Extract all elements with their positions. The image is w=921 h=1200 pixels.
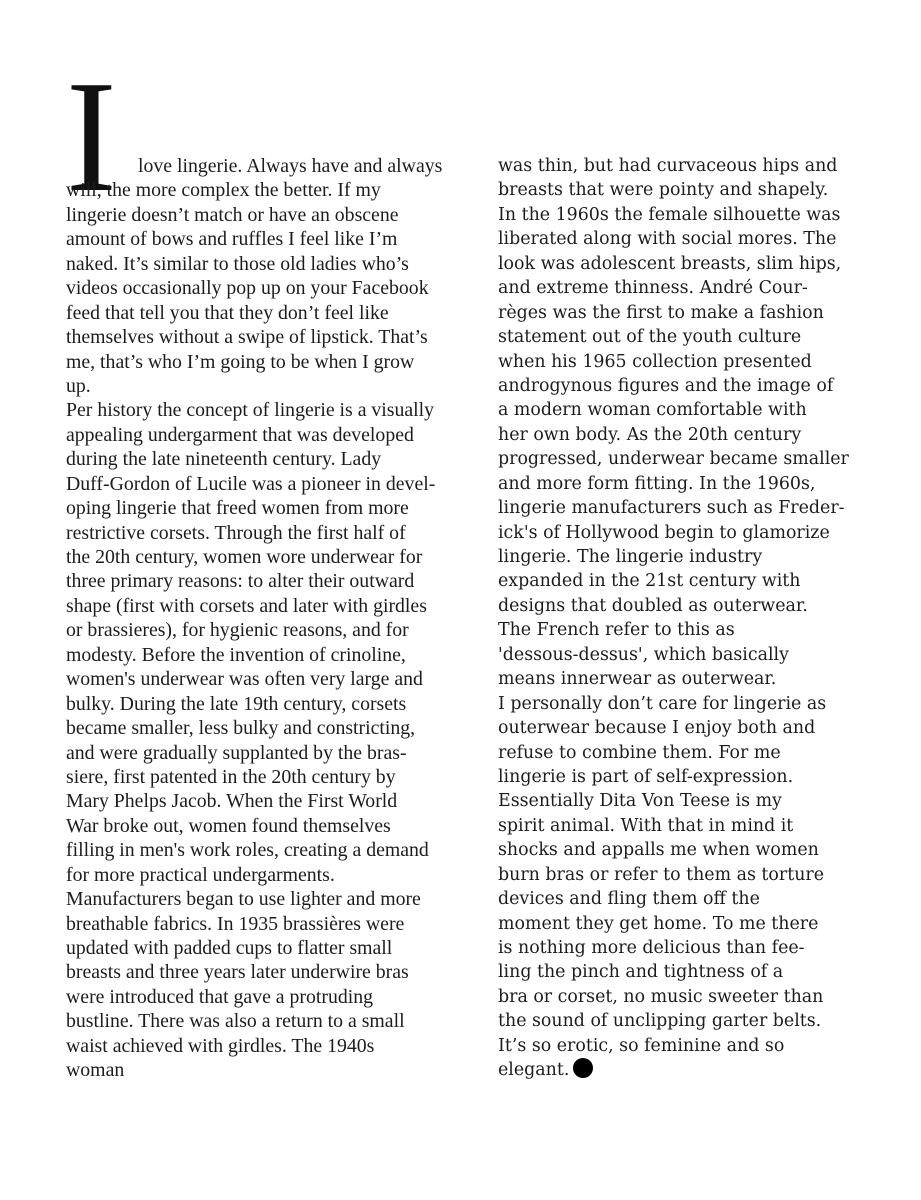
text-line xyxy=(66,643,442,667)
text-line-content: outerwear because I enjoy both and xyxy=(498,718,816,739)
text-line-content: androgynous figures and the image of xyxy=(498,375,834,396)
text-line xyxy=(498,789,849,813)
text-line-content: shape (first with corsets and later with girdles xyxy=(66,594,427,617)
text-line-content: devices and fling them off the xyxy=(498,889,760,910)
text-line-content: designs that doubled as outerwear. xyxy=(498,595,808,616)
text-line xyxy=(498,1009,849,1033)
text-line-content: Manufacturers began to use lighter and more xyxy=(66,888,421,911)
right-column xyxy=(498,154,849,1083)
text-line-content: a modern woman comfortable with xyxy=(498,400,807,421)
text-line xyxy=(498,472,849,496)
text-line-content: lingerie manufacturers such as Freder- xyxy=(498,498,845,519)
text-line-content: refuse to combine them. For me xyxy=(498,742,781,763)
text-line-content: or brassieres), for hygienic reasons, and for xyxy=(66,619,409,642)
text-line xyxy=(66,1034,442,1058)
text-line-content: appealing undergarment that was developed xyxy=(66,423,414,446)
text-line-content: modesty. Before the invention of crinoline, xyxy=(66,643,406,666)
text-line-content: was thin, but had curvaceous hips and xyxy=(498,156,838,176)
text-line-content: spirit animal. With that in mind it xyxy=(498,815,794,836)
text-line xyxy=(498,863,849,887)
text-line-content: means innerwear as outerwear. xyxy=(498,669,777,690)
text-line xyxy=(66,325,442,349)
text-line-content: moment they get home. To me there xyxy=(498,913,819,934)
text-line xyxy=(498,301,849,325)
text-line xyxy=(498,252,849,276)
text-line xyxy=(66,227,442,251)
text-line xyxy=(498,594,849,618)
text-line xyxy=(66,252,442,276)
text-line-content: bustline. There was also a return to a small xyxy=(66,1010,405,1033)
text-line xyxy=(66,398,442,422)
text-line xyxy=(498,814,849,838)
text-line xyxy=(66,569,442,593)
text-line-content: breasts that were pointy and shapely. xyxy=(498,180,829,201)
text-line xyxy=(498,447,849,471)
text-line-content: women's underwear was often very large and xyxy=(66,668,423,691)
text-line xyxy=(66,716,442,740)
text-line xyxy=(66,423,442,447)
text-line xyxy=(498,985,849,1009)
text-line-content: and were gradually supplanted by the bras- xyxy=(66,741,407,764)
text-line xyxy=(498,887,849,911)
text-line-content: ick's of Hollywood begin to glamorize xyxy=(498,522,830,543)
text-line-content: It’s so erotic, so feminine and so xyxy=(498,1035,785,1056)
text-line xyxy=(66,1058,442,1082)
text-line xyxy=(66,545,442,569)
text-line-content: breasts and three years later underwire bras xyxy=(66,961,409,984)
text-line xyxy=(66,863,442,887)
text-line xyxy=(498,667,849,691)
text-line-content: filling in men's work roles, creating a demand xyxy=(66,839,429,862)
text-line xyxy=(66,350,442,374)
text-line xyxy=(66,667,442,691)
text-line-content: lingerie. The lingerie industry xyxy=(498,547,763,567)
text-line-content: and more form fitting. In the 1960s, xyxy=(498,473,816,494)
text-line xyxy=(498,398,849,422)
text-line xyxy=(66,496,442,520)
text-line-content: for more practical undergarments. xyxy=(66,863,335,886)
text-line-content: The French refer to this as xyxy=(498,620,735,641)
text-line-content: look was adolescent breasts, slim hips, xyxy=(498,253,842,274)
text-line-content: will, the more complex the better. If my xyxy=(66,179,381,202)
text-line xyxy=(66,521,442,545)
text-line xyxy=(498,838,849,862)
text-line-content: liberated along with social mores. The xyxy=(498,229,837,250)
text-line xyxy=(498,227,849,251)
text-line-content: were introduced that gave a protruding xyxy=(66,985,374,1008)
text-line-content: règes was the first to make a fashion xyxy=(498,302,824,323)
text-line-content: three primary reasons: to alter their outward xyxy=(66,570,415,593)
text-line xyxy=(498,960,849,984)
text-line-content: up. xyxy=(66,374,91,397)
text-line xyxy=(498,569,849,593)
text-line xyxy=(498,643,849,667)
text-line-content: bra or corset, no music sweeter than xyxy=(498,986,824,1007)
text-line-content: is nothing more delicious than fee- xyxy=(498,938,805,958)
text-line xyxy=(66,178,442,202)
text-line xyxy=(66,692,442,716)
text-line-content: restrictive corsets. Through the first half of xyxy=(66,521,406,544)
text-line xyxy=(498,496,849,520)
text-line-content: feed that tell you that they don’t feel like xyxy=(66,301,389,324)
text-line xyxy=(498,325,849,349)
text-line xyxy=(66,472,442,496)
text-line xyxy=(66,301,442,325)
text-line xyxy=(66,594,442,618)
text-line-content: and extreme thinness. André Cour- xyxy=(498,278,808,299)
text-line xyxy=(66,618,442,642)
text-line xyxy=(498,1058,849,1082)
drop-cap: I xyxy=(66,47,117,225)
text-line xyxy=(66,741,442,765)
text-line-content: Mary Phelps Jacob. When the First World xyxy=(66,790,398,813)
text-line-content: I personally don’t care for lingerie as xyxy=(498,693,827,714)
text-line xyxy=(66,1009,442,1033)
text-line-content: shocks and appalls me when women xyxy=(498,840,819,861)
text-line-content: updated with padded cups to flatter small xyxy=(66,937,393,959)
text-line xyxy=(498,1034,849,1058)
text-line-content: lingerie doesn’t match or have an obscene xyxy=(66,203,399,226)
text-line-content: me, that’s who I’m going to be when I grow xyxy=(66,350,415,373)
text-line xyxy=(66,447,442,471)
text-line-content: lingerie is part of self-expression. xyxy=(498,766,794,787)
text-line-content: became smaller, less bulky and constricting, xyxy=(66,717,416,740)
text-line-content: progressed, underwear became smaller xyxy=(498,449,849,470)
text-line xyxy=(498,716,849,740)
text-line xyxy=(498,374,849,398)
text-line-content: the 20th century, women wore underwear for xyxy=(66,546,423,568)
text-line xyxy=(66,985,442,1009)
text-line-content: Per history the concept of lingerie is a visually xyxy=(66,399,435,422)
text-line xyxy=(498,350,849,374)
text-line xyxy=(66,154,442,178)
text-line-content: naked. It’s similar to those old ladies who’s xyxy=(66,252,409,275)
text-line xyxy=(498,765,849,789)
text-line xyxy=(498,203,849,227)
text-line xyxy=(66,765,442,789)
text-line-content: Essentially Dita Von Teese is my xyxy=(498,791,782,812)
text-line xyxy=(498,178,849,202)
text-line xyxy=(498,545,849,569)
text-line-content: breathable fabrics. In 1935 brassières were xyxy=(66,912,405,935)
text-line xyxy=(66,789,442,813)
text-line xyxy=(66,960,442,984)
text-line xyxy=(498,912,849,936)
text-line xyxy=(66,276,442,300)
text-line-content: her own body. As the 20th century xyxy=(498,424,802,445)
text-line xyxy=(498,936,849,960)
text-line xyxy=(66,203,442,227)
text-line xyxy=(498,618,849,642)
text-line-content: bulky. During the late 19th century, corsets xyxy=(66,692,407,715)
text-line xyxy=(498,276,849,300)
text-line-content: the sound of unclipping garter belts. xyxy=(498,1011,822,1032)
text-line-content: 'dessous-dessus', which basically xyxy=(498,644,789,665)
text-line xyxy=(498,692,849,716)
text-line-content: Duff-Gordon of Lucile was a pioneer in devel- xyxy=(66,472,436,495)
left-column xyxy=(66,154,442,1083)
text-line xyxy=(66,936,442,960)
text-line xyxy=(66,838,442,862)
text-line xyxy=(66,912,442,936)
text-line-content: expanded in the 21st century with xyxy=(498,571,801,592)
text-line-content: woman xyxy=(66,1059,125,1082)
text-line-content: In the 1960s the female silhouette was xyxy=(498,204,841,225)
text-line xyxy=(498,741,849,765)
text-line-content: themselves without a swipe of lipstick. That’s xyxy=(66,326,428,349)
end-mark-icon xyxy=(573,1058,593,1078)
text-line-content: War broke out, women found themselves xyxy=(66,814,391,837)
text-line-content: burn bras or refer to them as torture xyxy=(498,864,824,885)
text-line-content: videos occasionally pop up on your Facebook xyxy=(66,277,429,300)
text-line-content: amount of bows and ruffles I feel like I’m xyxy=(66,228,398,251)
text-line xyxy=(498,521,849,545)
text-line xyxy=(66,814,442,838)
text-line-content: oping lingerie that freed women from more xyxy=(66,497,409,520)
text-line-content: during the late nineteenth century. Lady xyxy=(66,448,382,471)
text-line xyxy=(498,423,849,447)
text-line-content: when his 1965 collection presented xyxy=(498,351,812,372)
text-line xyxy=(66,887,442,911)
text-line-content: elegant. xyxy=(498,1060,570,1081)
text-line-content: ling the pinch and tightness of a xyxy=(498,962,784,983)
text-line-content: waist achieved with girdles. The 1940s xyxy=(66,1034,375,1057)
text-line-content: love lingerie. Always have and always xyxy=(138,155,443,177)
text-line-content: statement out of the youth culture xyxy=(498,327,802,348)
text-line xyxy=(498,154,849,178)
text-line xyxy=(66,374,442,398)
text-line-content: siere, first patented in the 20th century by xyxy=(66,765,396,788)
